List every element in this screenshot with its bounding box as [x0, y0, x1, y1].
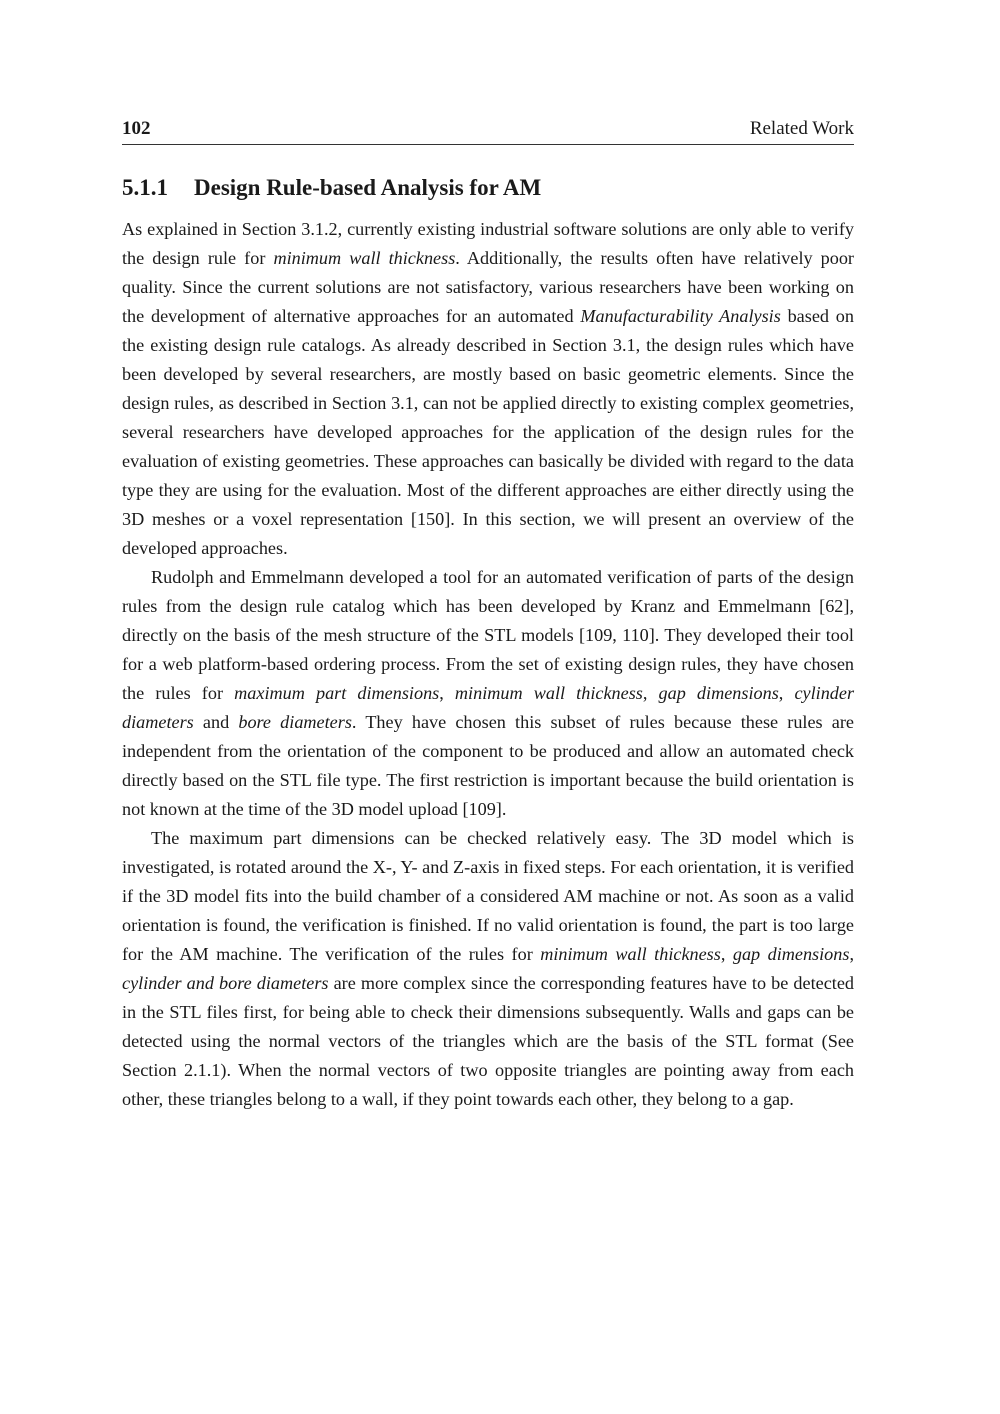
document-page [122, 118, 854, 1114]
text-run: . They have chosen this subset of rules because these rules are independent from the orientation of the component to be produced and allow an automated check directly based on the STL file type. The first restriction is important because the build orientation is not known at the time of the 3D model upload [109]. [122, 712, 854, 819]
paragraph [122, 824, 854, 1114]
italic-term: Manufacturability Analysis [580, 306, 781, 326]
section-number: 5.1.1 [122, 175, 168, 200]
paragraph [122, 563, 854, 824]
italic-term: bore diameters [238, 712, 352, 732]
text-run: based on the existing design rule catalogs. As already described in Section 3.1, the design rules which have been developed by several researchers, are mostly based on basic geometric elements. Since the design rules, as described in Section 3.1, can not be applied directly to existing complex geometries, several researchers have developed approaches for the application of the design rules for the evaluation of existing geometries. These approaches can basically be divided with regard to the data type they are using for the evaluation. Most of the different approaches are either directly using the 3D meshes or a voxel representation [150]. In this section, we will present an overview of the developed approaches. [122, 306, 854, 558]
italic-term: gap dimensions [732, 944, 850, 964]
text-run: , [778, 683, 795, 703]
italic-term: minimum wall thickness [273, 248, 456, 268]
running-header [122, 118, 854, 145]
text-run: As explained in Section 3.1.2, currently existing industrial software solutions are only able to verify the design rule for [122, 219, 854, 268]
italic-term: maximum part dimensions [234, 683, 440, 703]
text-run: , [642, 683, 659, 703]
chapter-title: Related Work [749, 118, 854, 139]
section-heading [122, 175, 854, 201]
text-run: are more complex since the corresponding features have to be detected in the STL files first, for being able to check their dimensions subsequently. Walls and gaps can be detected using the normal vectors of the triangles which are the basis of the STL format (See Section 2.1.1). When the normal vectors of two opposite triangles are pointing away from each other, these triangles belong to a wall, if they point towards each other, they belong to a gap. [122, 973, 854, 1109]
italic-term: gap dimensions [658, 683, 779, 703]
italic-term: minimum wall thickness [454, 683, 643, 703]
text-run: . Additionally, the results often have relatively poor quality. Since the current solutions are not satisfactory, various researchers have been working on the development of alternative approaches for an automated [122, 248, 854, 326]
text-run: Rudolph and Emmelmann developed a tool for an automated verification of parts of the design rules from the design rule catalog which has been developed by Kranz and Emmelmann [62], directly on the basis of the mesh structure of the STL models [109, 110]. They developed their tool for a web platform-based ordering process. From the set of existing design rules, they have chosen the rules for [122, 567, 854, 703]
italic-term: minimum wall thickness [540, 944, 721, 964]
italic-term: cylinder and bore diameters [122, 973, 329, 993]
body-text [122, 215, 854, 1114]
page-number: 102 [122, 118, 151, 139]
text-run: The maximum part dimensions can be checked relatively easy. The 3D model which is investigated, is rotated around the X-, Y- and Z-axis in fixed steps. For each orientation, it is verified if the 3D model fits into the build chamber of a considered AM machine or not. As soon as a valid orientation is found, the verification is finished. If no valid orientation is found, the part is too large for the AM machine. The verification of the rules for [122, 828, 854, 964]
text-run: , [720, 944, 733, 964]
paragraph [122, 215, 854, 563]
text-run: , [439, 683, 455, 703]
text-run: , [849, 944, 854, 964]
section-title: Design Rule-based Analysis for AM [194, 175, 542, 200]
italic-term: cylinder diameters [122, 683, 855, 732]
text-run: and [193, 712, 239, 732]
